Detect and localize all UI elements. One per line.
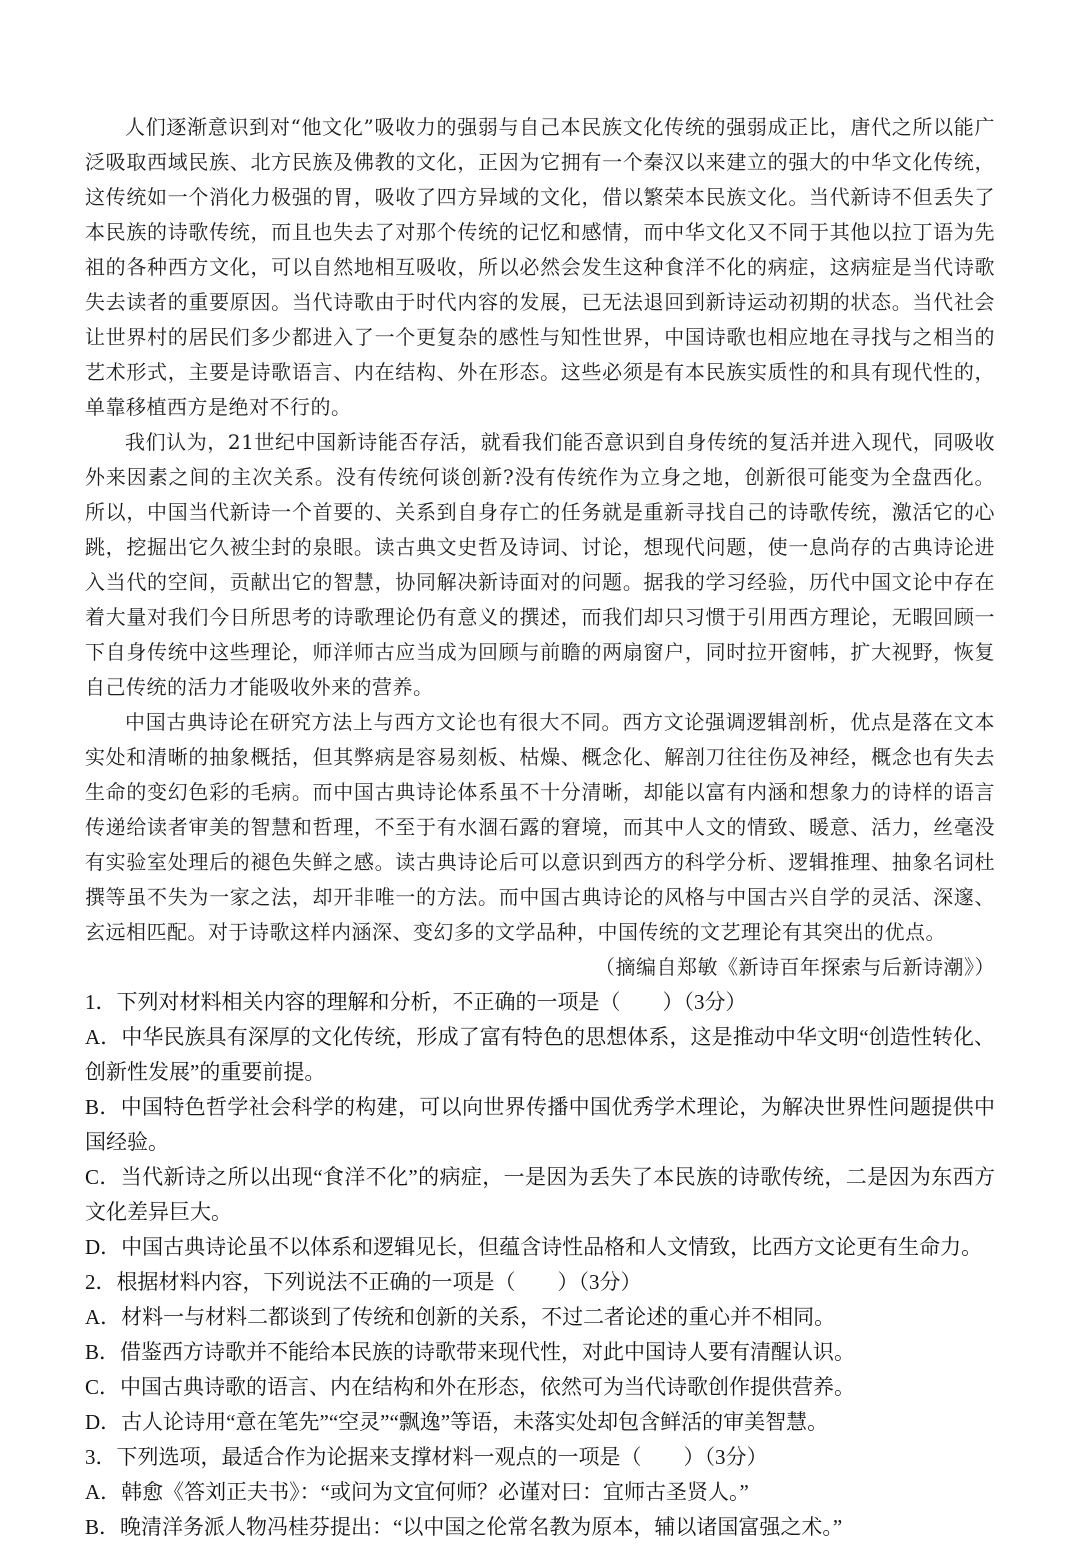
question-1-option-c-label: C． — [85, 1165, 121, 1189]
question-2-option-c-label: C． — [85, 1375, 121, 1399]
question-2-option-a-text: 材料一与材料二都谈到了传统和创新的关系，不过二者论述的重心并不相同。 — [121, 1305, 836, 1329]
question-3-option-a-label: A． — [85, 1480, 122, 1504]
question-1 — [85, 985, 995, 1265]
question-3-option-b-label: B． — [85, 1515, 121, 1539]
question-2-option-b-label: B． — [85, 1340, 121, 1364]
question-1-option-b-label: B． — [85, 1095, 121, 1119]
question-1-number: 1． — [85, 990, 117, 1014]
question-1-option-d — [85, 1230, 995, 1265]
question-2 — [85, 1265, 995, 1440]
question-1-option-a — [85, 1020, 995, 1090]
question-1-option-b-text: 中国特色哲学社会科学的构建，可以向世界传播中国优秀学术理论，为解决世界性问题提供中国经验。 — [85, 1095, 996, 1154]
question-1-option-d-label: D． — [85, 1235, 122, 1259]
question-3-option-a-text: 韩愈《答刘正夫书》：“或问为文宜何师？必谨对曰：宜师古圣贤人。” — [121, 1480, 749, 1504]
question-1-option-a-text: 中华民族具有深厚的文化传统，形成了富有特色的思想体系，这是推动中华文明“创造性转化、创新性发展”的重要前提。 — [85, 1025, 995, 1084]
question-2-option-d-text: 古人论诗用“意在笔先”“空灵”“飘逸”等语，未落实处却包含鲜活的审美智慧。 — [121, 1410, 829, 1434]
question-1-option-d-text: 中国古典诗论虽不以体系和逻辑见长，但蕴含诗性品格和人文情致，比西方文论更有生命力。 — [121, 1235, 983, 1259]
question-2-option-d-label: D． — [85, 1410, 122, 1434]
question-1-option-a-label: A． — [85, 1025, 122, 1049]
material-attribution: （摘编自郑敏《新诗百年探索与后新诗潮》） — [595, 955, 995, 979]
material-paragraph-3: 中国古典诗论在研究方法上与西方文论也有很大不同。西方文论强调逻辑剖析，优点是落在文本实处和清晰的抽象概括，但其弊病是容易刻板、枯燥、概念化、解剖刀往往伤及神经，概念也有失去生命的变幻色彩的毛病。而中国古典诗论体系虽不十分清晰，却能以富有内涵和想象力的诗样的语言传递给读者审美的智慧和哲理，不至于有水涸石露的窘境，而其中人文的情致、暖意、活力，丝毫没有实验室处理后的褪色失鲜之感。读古典诗论后可以意识到西方的科学分析、逻辑推理、抽象名词杜撰等虽不失为一家之法，却开非唯一的方法。而中国古典诗论的风格与中国古兴自学的灵活、深邃、玄远相匹配。对于诗歌这样内涵深、变幻多的文学品种，中国传统的文艺理论有其突出的优点。 — [85, 710, 995, 944]
question-2-number: 2． — [85, 1270, 117, 1294]
question-2-stem-text: 根据材料内容，下列说法不正确的一项是（ ）（3分） — [116, 1270, 642, 1294]
question-1-option-c — [85, 1160, 995, 1230]
question-2-option-a — [85, 1300, 995, 1335]
reading-material — [85, 110, 995, 985]
question-3-option-b-text: 晚清洋务派人物冯桂芬提出：“以中国之伦常名教为原本，辅以诸国富强之术。” — [120, 1515, 843, 1539]
question-3 — [85, 1440, 995, 1545]
question-2-option-b-text: 借鉴西方诗歌并不能给本民族的诗歌带来现代性，对此中国诗人要有清醒认识。 — [120, 1340, 856, 1364]
question-3-stem — [85, 1440, 995, 1475]
questions-section — [85, 985, 995, 1545]
question-2-option-c — [85, 1370, 995, 1405]
question-3-stem-text: 下列选项，最适合作为论据来支撑材料一观点的一项是（ ）（3分） — [116, 1445, 768, 1469]
question-3-number: 3． — [85, 1445, 117, 1469]
question-2-option-a-label: A． — [85, 1305, 122, 1329]
question-1-option-b — [85, 1090, 995, 1160]
question-2-option-b — [85, 1335, 995, 1370]
question-1-stem-text: 下列对材料相关内容的理解和分析，不正确的一项是（ ）（3分） — [116, 990, 747, 1014]
material-paragraph-1: 人们逐渐意识到对“他文化”吸收力的强弱与自己本民族文化传统的强弱成正比，唐代之所以能广泛吸取西域民族、北方民族及佛教的文化，正因为它拥有一个秦汉以来建立的强大的中华文化传统，这传统如一个消化力极强的胃，吸收了四方异域的文化，借以繁荣本民族文化。当代新诗不但丢失了本民族的诗歌传统，而且也失去了对那个传统的记忆和感情，而中华文化又不同于其他以拉丁语为先祖的各种西方文化，可以自然地相互吸收，所以必然会发生这种食洋不化的病症，这病症是当代诗歌失去读者的重要原因。当代诗歌由于时代内容的发展，已无法退回到新诗运动初期的状态。当代社会让世界村的居民们多少都进入了一个更复杂的感性与知性世界，中国诗歌也相应地在寻找与之相当的艺术形式，主要是诗歌语言、内在结构、外在形态。这些必须是有本民族实质性的和具有现代性的，单靠移植西方是绝对不行的。 — [85, 115, 995, 419]
question-2-option-d — [85, 1405, 995, 1440]
question-1-stem — [85, 985, 995, 1020]
question-2-stem — [85, 1265, 995, 1300]
question-1-option-c-text: 当代新诗之所以出现“食洋不化”的病症，一是因为丢失了本民族的诗歌传统，二是因为东西方文化差异巨大。 — [85, 1165, 996, 1224]
question-2-option-c-text: 中国古典诗歌的语言、内在结构和外在形态，依然可为当代诗歌创作提供营养。 — [120, 1375, 856, 1399]
material-paragraph-2: 我们认为，21世纪中国新诗能否存活，就看我们能否意识到自身传统的复活并进入现代，同吸收外来因素之间的主次关系。没有传统何谈创新?没有传统作为立身之地，创新很可能变为全盘西化。所以，中国当代新诗一个首要的、关系到自身存亡的任务就是重新寻找自己的诗歌传统，激活它的心跳，挖掘出它久被尘封的泉眼。读古典文史哲及诗词、讨论，想现代问题，使一息尚存的古典诗论进入当代的空间，贡献出它的智慧，协同解决新诗面对的问题。据我的学习经验，历代中国文论中存在着大量对我们今日所思考的诗歌理论仍有意义的撰述，而我们却只习惯于引用西方理论，无暇回顾一下自身传统中这些理论，师洋师古应当成为回顾与前瞻的两扇窗户，同时拉开窗帏，扩大视野，恢复自己传统的活力才能吸收外来的营养。 — [85, 430, 995, 699]
question-3-option-a — [85, 1475, 995, 1510]
